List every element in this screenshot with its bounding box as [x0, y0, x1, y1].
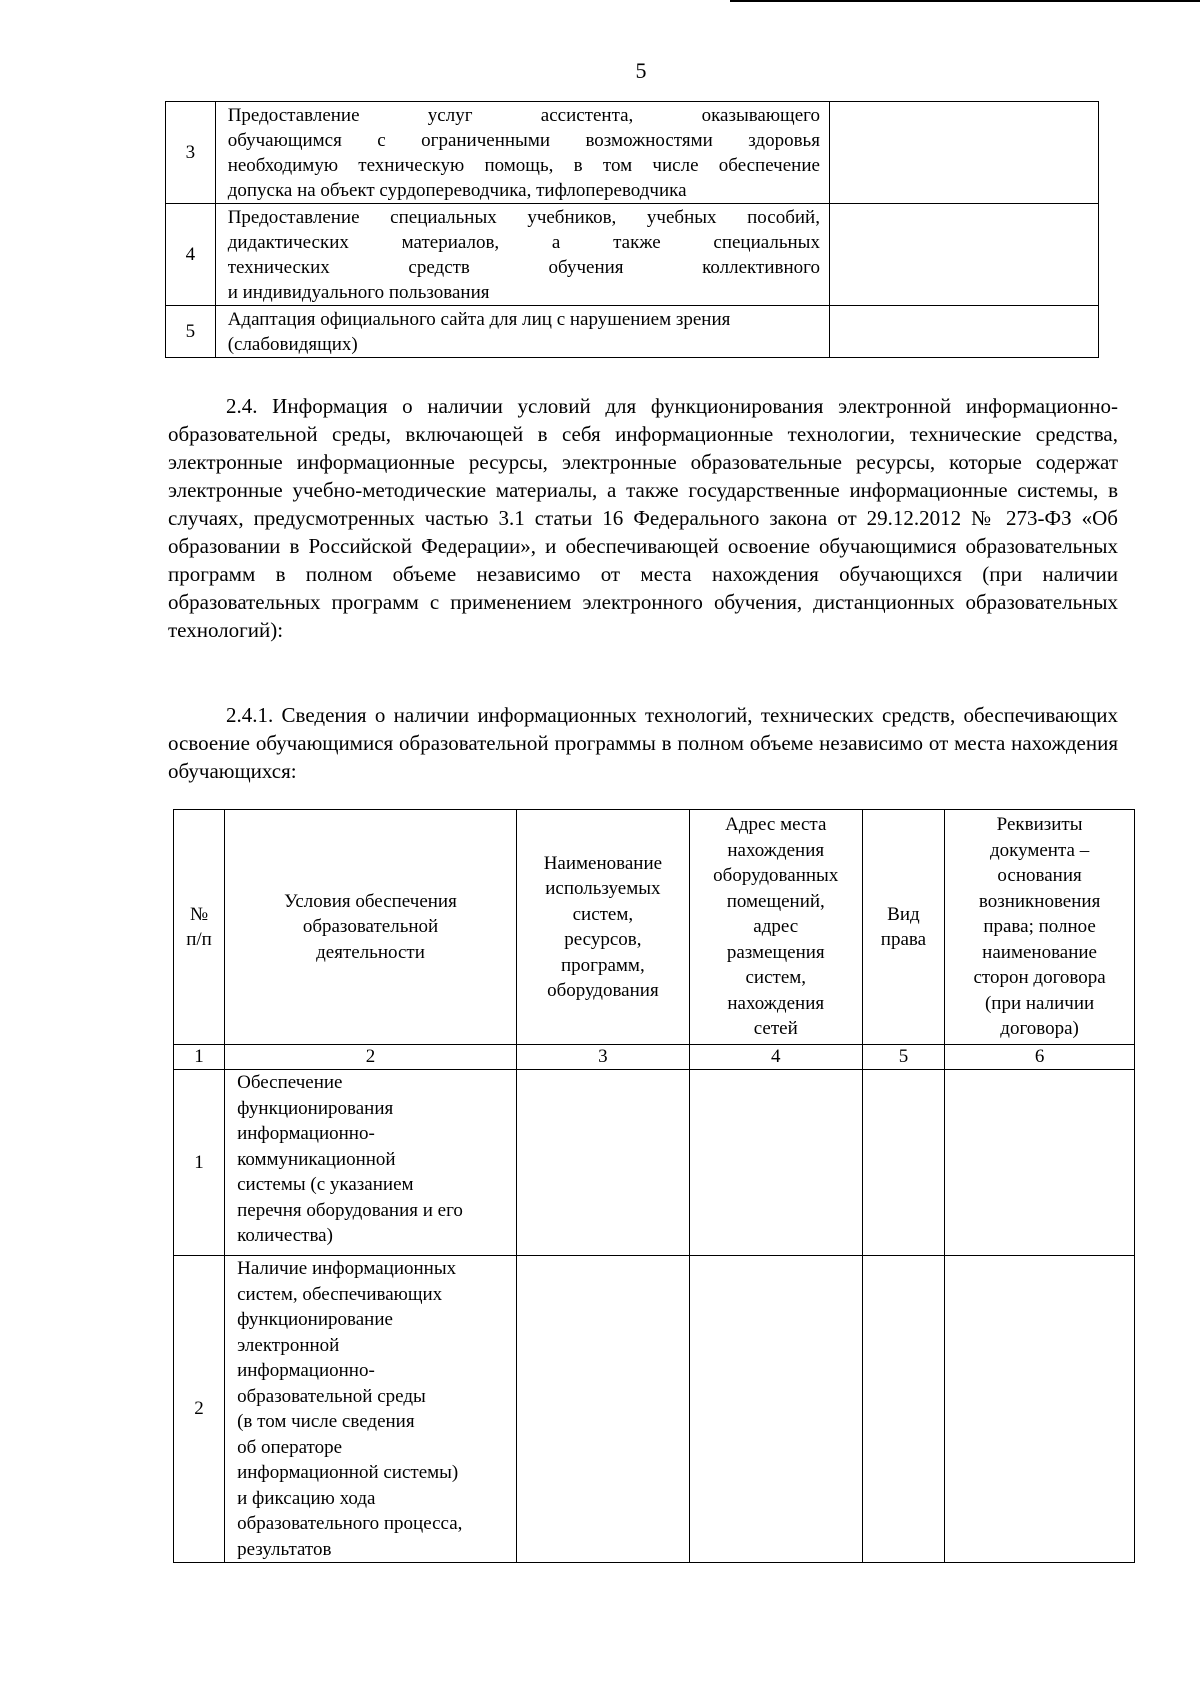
empty-cell: [516, 1070, 689, 1256]
column-index-row: [174, 1045, 1135, 1070]
row-number: 3: [166, 102, 216, 204]
table-row: [166, 102, 1099, 204]
table-row: [166, 204, 1099, 306]
empty-cell: [862, 1070, 944, 1256]
column-index: 3: [516, 1045, 689, 1070]
row-number: 5: [166, 306, 216, 358]
paragraph-2-4-1: 2.4.1. Сведения о наличии информационных технологий, технических средств, обеспечивающих освоение обучающимися образовательной программы в полном объеме независимо от места нахождения обучающихся:: [168, 703, 1118, 783]
table-row: [174, 1070, 1135, 1256]
row-text: Предоставление услуг ассистента, оказывающего обучающимся с ограниченными возможностями здоровья необходимую техническую помощь, в том числе обеспечение допуска на объект сурдопереводчика, тифлопереводчика: [215, 102, 829, 204]
header-right-type: Вид права: [862, 810, 944, 1045]
empty-cell: [945, 1070, 1135, 1256]
empty-cell: [689, 1256, 862, 1563]
column-index: 5: [862, 1045, 944, 1070]
row-conditions-text: Обеспечение функционирования информационно- коммуникационной системы (с указанием перечня оборудования и его количества): [225, 1070, 517, 1256]
column-index: 2: [225, 1045, 517, 1070]
row-text: Адаптация официального сайта для лиц с нарушением зрения (слабовидящих): [215, 306, 829, 358]
header-number: № п/п: [174, 810, 225, 1045]
table-row: [166, 306, 1099, 358]
it-conditions-table: [173, 809, 1135, 1563]
paragraph-2-4: 2.4. Информация о наличии условий для функционирования электронной информационно-образовательной среды, включающей в себя информационные технологии, технические средства, электронные информационные ресурсы, электронные образовательные ресурсы, которые содержат электронные учебно-методические материалы, а также государственные информационные системы, в случаях, предусмотренных частью 3.1 статьи 16 Федерального закона от 29.12.2012 № 273-ФЗ «Об образовании в Российской Федерации», и обеспечивающей освоение обучающимися образовательных программ в полном объеме независимо от места нахождения обучающихся (при наличии образовательных программ с применением электронного обучения, дистанционных образовательных технологий):: [168, 394, 1118, 642]
table-header-row: [174, 810, 1135, 1045]
row-empty-cell: [829, 306, 1098, 358]
empty-cell: [862, 1256, 944, 1563]
row-number: 4: [166, 204, 216, 306]
table-row: [174, 1256, 1135, 1563]
empty-cell: [689, 1070, 862, 1256]
header-document-details: Реквизиты документа – основания возникновения права; полное наименование сторон договора (при наличии договора): [945, 810, 1135, 1045]
accessibility-conditions-table: [165, 101, 1099, 358]
row-number: 2: [174, 1256, 225, 1563]
scan-edge-line: [730, 0, 1200, 2]
row-empty-cell: [829, 204, 1098, 306]
row-text: Предоставление специальных учебников, учебных пособий, дидактических материалов, а также специальных технических средств обучения коллективного и индивидуального пользования: [215, 204, 829, 306]
empty-cell: [516, 1256, 689, 1563]
row-number: 1: [174, 1070, 225, 1256]
header-conditions: Условия обеспечения образовательной деятельности: [225, 810, 517, 1045]
empty-cell: [945, 1256, 1135, 1563]
header-address: Адрес места нахождения оборудованных помещений, адрес размещения систем, нахождения сетей: [689, 810, 862, 1045]
header-systems-name: Наименование используемых систем, ресурсов, программ, оборудования: [516, 810, 689, 1045]
row-empty-cell: [829, 102, 1098, 204]
column-index: 6: [945, 1045, 1135, 1070]
row-conditions-text: Наличие информационных систем, обеспечивающих функционирование электронной информационно- образовательной среды (в том числе сведения об операторе информационной системы) и фиксацию хода образовательного процесса, результатов: [225, 1256, 517, 1563]
column-index: 4: [689, 1045, 862, 1070]
page-number: 5: [635, 58, 647, 83]
column-index: 1: [174, 1045, 225, 1070]
